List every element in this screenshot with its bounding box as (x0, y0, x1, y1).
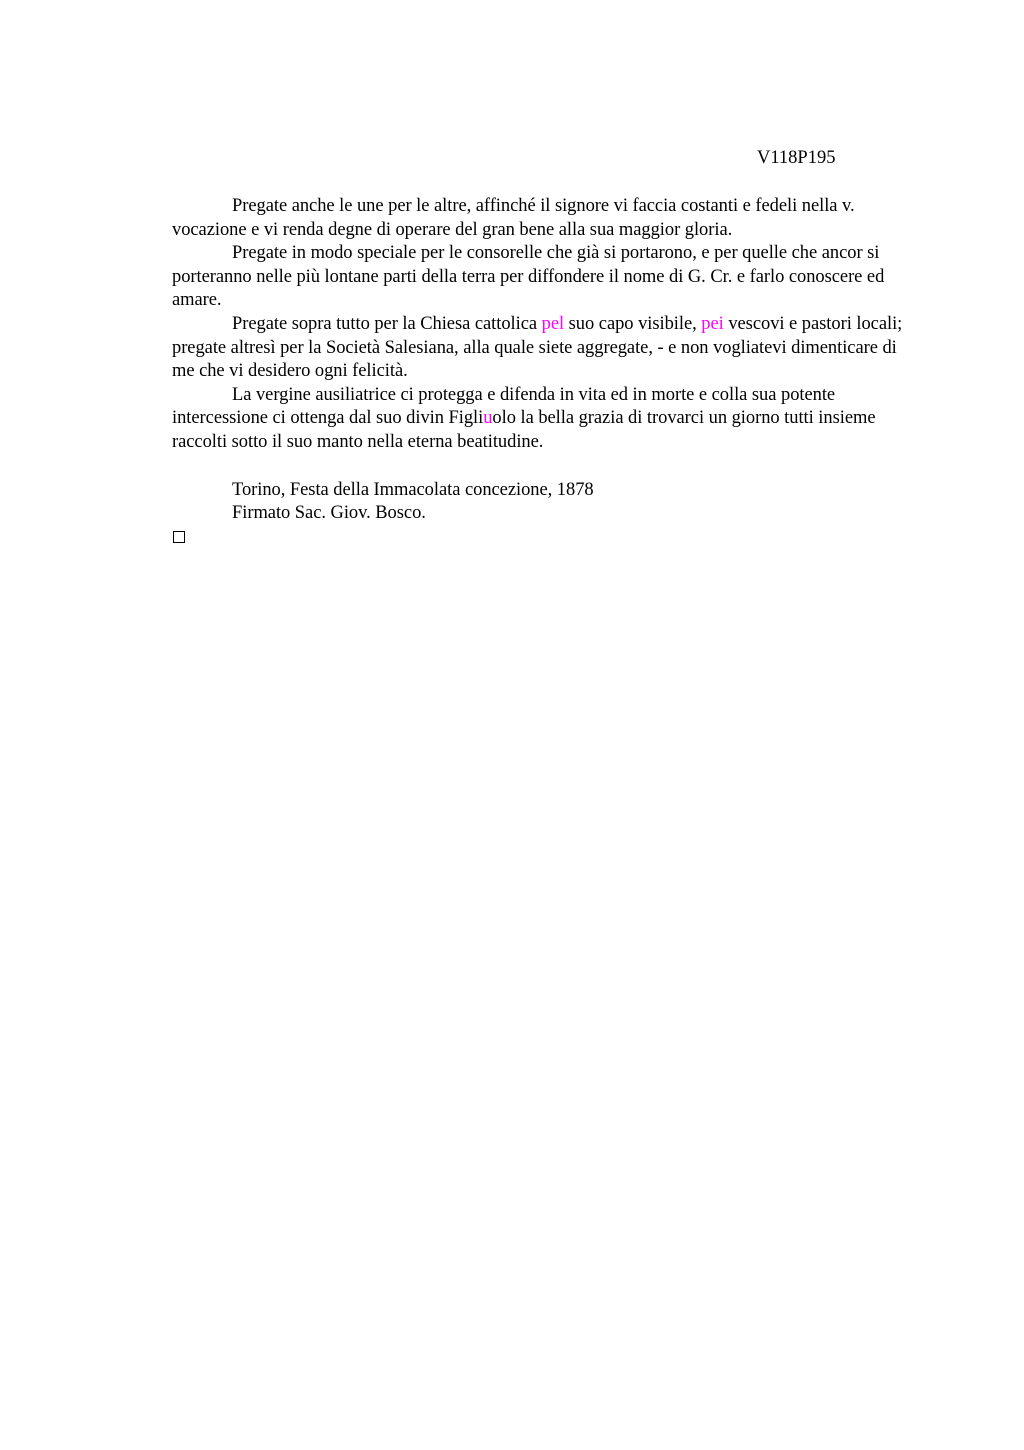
paragraph-3-text-a: Pregate sopra tutto per la Chiesa cattolica (232, 313, 542, 334)
page-reference: V118P195 (757, 148, 836, 168)
highlighted-letter-u: u (483, 408, 493, 429)
paragraph-4-text-a: La vergine ausiliatrice ci protegga e difenda in vita ed in morte e colla sua potente intercessione ci ottenga dal suo divin Figli (172, 384, 836, 429)
letter-body (172, 195, 917, 526)
signoff-block (172, 479, 917, 526)
paragraph-3-text-b: suo capo visibile, (564, 313, 702, 334)
signature: Firmato Sac. Giov. Bosco. (232, 503, 426, 524)
highlighted-word-pel: pel (541, 313, 565, 334)
paragraph-1: Pregate anche le une per le altre, affinché il signore vi faccia costanti e fedeli nella v. vocazione e vi renda degne di operare del gran bene alla sua maggior gloria. (172, 196, 855, 240)
highlighted-word-pei: pei (701, 313, 724, 334)
empty-square-icon (173, 531, 185, 543)
place-and-date: Torino, Festa della Immacolata concezione, 1878 (232, 479, 594, 500)
paragraph-4-text-b: olo la bella grazia di trovarci un giorno tutti insieme raccolti sotto il suo manto nella eterna beatitudine. (172, 408, 876, 452)
paragraph-2: Pregate in modo speciale per le consorelle che già si portarono, e per quelle che ancor si porteranno nelle più lontane parti della terra per diffondere il nome di G. Cr. e farlo conoscere ed amare. (172, 243, 885, 311)
paragraph-4 (172, 384, 917, 455)
paragraph-3 (172, 313, 917, 384)
paragraph-3-text-c: vescovi e pastori locali; pregate altresì per la Società Salesiana, alla quale siete aggregate, - e non vogliatevi dimenticare di me che vi desidero ogni felicità. (172, 313, 903, 382)
